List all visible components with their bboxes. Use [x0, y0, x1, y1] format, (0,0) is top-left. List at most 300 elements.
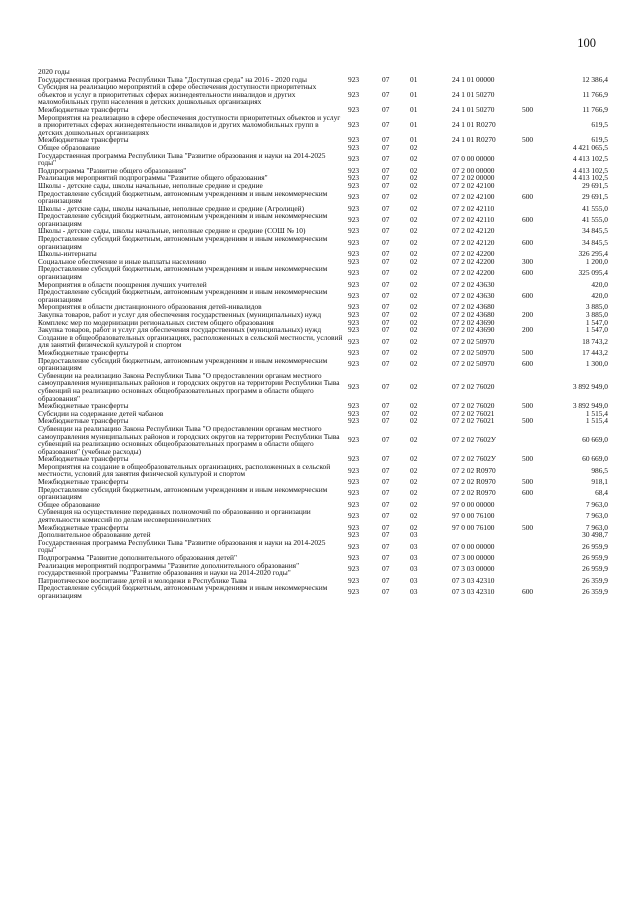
expense-type-code: 500: [522, 477, 534, 487]
subsection-code: 02: [410, 310, 418, 319]
row-name: Закупка товаров, работ и услуг для обеспечения государственных (муниципальных) нужд: [38, 310, 322, 319]
amount-value: 3 885,0: [585, 302, 608, 312]
row-name: Государственная программа Республики Тыва "Развитие образования и науки на 2014-2025 годы": [38, 537, 326, 555]
ministry-code: 923: [348, 587, 360, 597]
row-name: Межбюджетные трансферты: [38, 454, 129, 464]
row-name: Предоставление субсидий бюджетным, автономным учреждениям и иным некоммерческим организациям: [38, 234, 328, 251]
ministry-code: 923: [348, 575, 360, 585]
row-name: Общее образование: [38, 142, 101, 152]
target-article-code: 07 2 02 42110: [452, 203, 495, 213]
amount-value: 60 669,0: [582, 435, 608, 445]
ministry-code: 923: [348, 291, 360, 301]
subsection-code: 02: [410, 154, 418, 164]
target-article-code: 07 2 02 7602У: [452, 454, 497, 464]
subsection-code: 02: [410, 488, 418, 498]
expense-type-code: 600: [522, 587, 534, 597]
subsection-code: 03: [410, 530, 418, 540]
section-code: 07: [382, 279, 390, 289]
section-code: 07: [382, 465, 390, 475]
row-name: Школы-интернаты: [38, 249, 97, 259]
target-article-code: 07 3 00 00000: [452, 553, 495, 562]
ministry-code: 923: [348, 279, 360, 289]
expense-type-code: 600: [522, 215, 534, 225]
target-article-code: 07 2 02 7602У: [452, 435, 497, 445]
subsection-code: 02: [410, 291, 418, 301]
subsection-code: 02: [410, 317, 418, 327]
target-article-code: 07 2 02 76021: [452, 416, 495, 426]
subsection-code: 01: [410, 104, 418, 114]
subsection-code: 02: [410, 180, 418, 190]
row-name: Субвенции на реализацию Закона Республики Тыва "О предоставлении органам местного самоуправления муниципальных районов и городских округов на территории Республики Тыва субвенций на реализацию основных общеобразовательных программ в области общего образования" (учебные расходы): [38, 423, 340, 456]
ministry-code: 923: [348, 192, 360, 202]
expense-type-code: 600: [522, 268, 534, 278]
subsection-code: 02: [410, 302, 418, 312]
row-name: Межбюджетные трансферты: [38, 401, 129, 411]
section-code: 07: [382, 237, 390, 247]
row-name: Предоставление субсидий бюджетным, автономным учреждениям и иным некоммерческим организациям: [38, 484, 328, 502]
section-code: 07: [382, 553, 390, 562]
section-code: 07: [382, 477, 390, 487]
table-row: [38, 212, 608, 227]
target-article-code: 07 2 02 76020: [452, 401, 495, 411]
target-article-code: 07 0 00 00000: [452, 541, 495, 551]
table-row: [38, 334, 608, 349]
subsection-code: 02: [410, 279, 418, 289]
subsection-code: 02: [410, 477, 418, 487]
section-code: 07: [382, 317, 390, 327]
section-code: 07: [382, 74, 390, 84]
subsection-code: 02: [410, 165, 418, 175]
subsection-code: 02: [410, 347, 418, 357]
section-code: 07: [382, 249, 390, 259]
section-code: 07: [382, 291, 390, 301]
ministry-code: 923: [348, 359, 360, 369]
target-article-code: 07 2 02 42200: [452, 249, 495, 259]
target-article-code: 07 2 02 76020: [452, 382, 495, 392]
row-name: Школы - детские сады, школы начальные, неполные средние и средние: [38, 180, 263, 190]
target-article-code: 07 2 02 43630: [452, 291, 495, 301]
section-code: 07: [382, 142, 390, 152]
row-name: Подпрограмма "Развитие дополнительного образования детей": [38, 553, 238, 562]
amount-value: 3 892 949,0: [572, 382, 608, 392]
ministry-code: 923: [348, 249, 360, 259]
row-name: Дополнительное образование детей: [38, 530, 151, 540]
ministry-code: 923: [348, 477, 360, 487]
ministry-code: 923: [348, 165, 360, 175]
ministry-code: 923: [348, 317, 360, 327]
ministry-code: 923: [348, 382, 360, 392]
row-name: Мероприятия в области дистанционного образования детей-инвалидов: [38, 302, 262, 312]
expense-type-code: 500: [522, 416, 534, 426]
subsection-code: 02: [410, 454, 418, 464]
amount-value: 4 413 102,5: [572, 173, 608, 183]
table-row: [38, 114, 608, 137]
amount-value: 1 547,0: [585, 325, 608, 335]
target-article-code: 07 2 02 42200: [452, 256, 495, 266]
table-row: [38, 190, 608, 205]
ministry-code: 923: [348, 135, 360, 145]
expense-type-code: 200: [522, 325, 534, 335]
subsection-code: 02: [410, 256, 418, 266]
subsection-code: 02: [410, 416, 418, 426]
section-code: 07: [382, 541, 390, 551]
amount-value: 68,4: [595, 488, 608, 498]
table-row: [38, 152, 608, 167]
target-article-code: 07 2 02 42120: [452, 237, 495, 247]
table-row: [38, 584, 608, 599]
section-code: 07: [382, 154, 390, 164]
section-code: 07: [382, 511, 390, 521]
amount-value: 11 766,9: [582, 89, 608, 99]
section-code: 07: [382, 347, 390, 357]
row-name: Межбюджетные трансферты: [38, 347, 129, 357]
row-name: Субвенция на осуществление переданных полномочий по образованию и организации деятельности комиссий по делам несовершеннолетних: [38, 507, 311, 525]
ministry-code: 923: [348, 310, 360, 319]
ministry-code: 923: [348, 237, 360, 247]
expense-type-code: 500: [522, 135, 534, 145]
amount-value: 619,5: [591, 120, 608, 130]
section-code: 07: [382, 173, 390, 183]
section-code: 07: [382, 564, 390, 574]
row-name: Предоставление субсидий бюджетным, автономным учреждениям и иным некоммерческим организациям: [38, 287, 328, 304]
section-code: 07: [382, 268, 390, 278]
row-name: Предоставление субсидий бюджетным, автономным учреждениям и иным некоммерческим организациям: [38, 211, 328, 228]
section-code: 07: [382, 310, 390, 319]
ministry-code: 923: [348, 215, 360, 225]
row-name: 2020 годы: [38, 67, 70, 76]
subsection-code: 02: [410, 142, 418, 152]
amount-value: 34 845,5: [582, 237, 608, 247]
row-name: Межбюджетные трансферты: [38, 522, 129, 532]
table-row: [38, 288, 608, 303]
amount-value: 4 413 102,5: [572, 165, 608, 175]
subsection-code: 01: [410, 120, 418, 130]
amount-value: 29 691,5: [582, 192, 608, 202]
target-article-code: 07 2 02 50970: [452, 347, 495, 357]
ministry-code: 923: [348, 416, 360, 426]
section-code: 07: [382, 302, 390, 312]
subsection-code: 02: [410, 336, 418, 346]
section-code: 07: [382, 192, 390, 202]
amount-value: 420,0: [591, 291, 608, 301]
amount-value: 7 963,0: [585, 522, 608, 532]
amount-value: 26 959,9: [582, 553, 608, 562]
ministry-code: 923: [348, 553, 360, 562]
target-article-code: 07 2 02 50970: [452, 359, 495, 369]
amount-value: 326 295,4: [578, 249, 608, 259]
section-code: 07: [382, 256, 390, 266]
subsection-code: 02: [410, 192, 418, 202]
amount-value: 3 892 949,0: [572, 401, 608, 411]
ministry-code: 923: [348, 325, 360, 335]
ministry-code: 923: [348, 104, 360, 114]
ministry-code: 923: [348, 142, 360, 152]
target-article-code: 07 2 02 42100: [452, 192, 495, 202]
expense-type-code: 500: [522, 522, 534, 532]
subsection-code: 03: [410, 541, 418, 551]
expense-type-code: 600: [522, 488, 534, 498]
ministry-code: 923: [348, 530, 360, 540]
table-row: [38, 136, 608, 144]
subsection-code: 03: [410, 564, 418, 574]
subsection-code: 02: [410, 511, 418, 521]
amount-value: 7 963,0: [585, 499, 608, 509]
expense-type-code: 500: [522, 401, 534, 411]
row-name: Патриотическое воспитание детей и молодежи в Республике Тыва: [38, 575, 247, 585]
expense-type-code: 600: [522, 192, 534, 202]
subsection-code: 02: [410, 249, 418, 259]
amount-value: 1 547,0: [585, 317, 608, 327]
section-code: 07: [382, 416, 390, 426]
amount-value: 619,5: [591, 135, 608, 145]
target-article-code: 07 2 02 R0970: [452, 465, 496, 475]
row-name: Реализация мероприятий подпрограммы "Развитие дополнительного образования" государственной программы "Развитие образования и науки на 2014-2020 годы": [38, 560, 300, 578]
section-code: 07: [382, 135, 390, 145]
section-code: 07: [382, 359, 390, 369]
section-code: 07: [382, 215, 390, 225]
table-row: [38, 265, 608, 280]
amount-value: 986,5: [591, 465, 608, 475]
page-number: 100: [577, 36, 596, 50]
subsection-code: 02: [410, 522, 418, 532]
amount-value: 1 515,4: [585, 416, 608, 426]
target-article-code: 07 2 02 42120: [452, 226, 495, 236]
section-code: 07: [382, 499, 390, 509]
table-row: [38, 486, 608, 501]
row-name: Мероприятия в области поощрения лучших учителей: [38, 279, 207, 289]
expense-type-code: 600: [522, 359, 534, 369]
ministry-code: 923: [348, 120, 360, 130]
subsection-code: 02: [410, 435, 418, 445]
amount-value: 26 359,9: [582, 575, 608, 585]
row-name: Предоставление субсидий бюджетным, автономным учреждениям и иным некоммерческим организациям: [38, 264, 328, 282]
subsection-code: 02: [410, 359, 418, 369]
row-name: Социальное обеспечение и иные выплаты населению: [38, 256, 207, 266]
section-code: 07: [382, 336, 390, 346]
target-article-code: 07 3 03 42310: [452, 587, 495, 597]
subsection-code: 02: [410, 237, 418, 247]
target-article-code: 07 2 02 R0970: [452, 477, 496, 487]
table-row: [38, 463, 608, 478]
row-name: Подпрограмма "Развитие общего образования": [38, 165, 187, 175]
ministry-code: 923: [348, 511, 360, 521]
subsection-code: 02: [410, 465, 418, 475]
amount-value: 325 095,4: [578, 268, 608, 278]
target-article-code: 24 1 01 R0270: [452, 120, 496, 130]
row-name: Школы - детские сады, школы начальные, неполные средние и средние (Агролицей): [38, 203, 305, 213]
row-name: Субвенции на реализацию Закона Республики Тыва "О предоставлении органам местного самоуправления муниципальных районов и городских округов на территории Республики Тыва субвенций на реализацию основных общеобразовательных программ в области общего образования": [38, 370, 340, 403]
table-row: [38, 83, 608, 106]
amount-value: 26 359,9: [582, 587, 608, 597]
amount-value: 26 959,9: [582, 564, 608, 574]
ministry-code: 923: [348, 268, 360, 278]
section-code: 07: [382, 203, 390, 213]
ministry-code: 923: [348, 499, 360, 509]
section-code: 07: [382, 522, 390, 532]
row-name: Закупка товаров, работ и услуг для обеспечения государственных (муниципальных) нужд: [38, 325, 322, 335]
section-code: 07: [382, 325, 390, 335]
row-name: Предоставление субсидий бюджетным, автономным учреждениям и иным некоммерческим организациям: [38, 188, 328, 206]
section-code: 07: [382, 180, 390, 190]
amount-value: 29 691,5: [582, 180, 608, 190]
amount-value: 7 963,0: [585, 511, 608, 521]
budget-table: [38, 68, 608, 600]
amount-value: 11 766,9: [582, 104, 608, 114]
expense-type-code: 500: [522, 347, 534, 357]
ministry-code: 923: [348, 173, 360, 183]
expense-type-code: 500: [522, 104, 534, 114]
section-code: 07: [382, 226, 390, 236]
target-article-code: 07 2 02 43690: [452, 325, 495, 335]
amount-value: 26 959,9: [582, 541, 608, 551]
ministry-code: 923: [348, 401, 360, 411]
subsection-code: 03: [410, 575, 418, 585]
amount-value: 60 669,0: [582, 454, 608, 464]
target-article-code: 07 2 02 42200: [452, 268, 495, 278]
row-name: Государственная программа Республики Тыва "Развитие образования и науки на 2014-2025 годы": [38, 150, 326, 168]
target-article-code: 24 1 01 00000: [452, 74, 495, 84]
subsection-code: 02: [410, 408, 418, 418]
row-name: Предоставление субсидий бюджетным, автономным учреждениям и иным некоммерческим организациям: [38, 355, 328, 373]
section-code: 07: [382, 120, 390, 130]
target-article-code: 07 2 02 42100: [452, 180, 495, 190]
amount-value: 41 555,0: [582, 215, 608, 225]
section-code: 07: [382, 530, 390, 540]
subsection-code: 02: [410, 173, 418, 183]
table-row: [38, 425, 608, 455]
row-name: Межбюджетные трансферты: [38, 477, 129, 487]
table-row: [38, 508, 608, 523]
target-article-code: 07 2 00 00000: [452, 165, 495, 175]
table-row: [38, 357, 608, 372]
row-name: Мероприятия на создание в общеобразовательных организациях, расположенных в сельской местности, условий для занятия физической культурой и спортом: [38, 461, 331, 479]
section-code: 07: [382, 575, 390, 585]
row-name: Общее образование: [38, 499, 101, 509]
row-name: Комплекс мер по модернизации региональных систем общего образования: [38, 317, 274, 327]
target-article-code: 07 0 00 00000: [452, 154, 495, 164]
table-row: [38, 372, 608, 402]
section-code: 07: [382, 408, 390, 418]
ministry-code: 923: [348, 465, 360, 475]
ministry-code: 923: [348, 154, 360, 164]
row-name: Реализация мероприятий подпрограммы "Развитие общего образования": [38, 173, 268, 183]
ministry-code: 923: [348, 180, 360, 190]
amount-value: 34 845,5: [582, 226, 608, 236]
section-code: 07: [382, 104, 390, 114]
target-article-code: 24 1 01 R0270: [452, 135, 496, 145]
subsection-code: 02: [410, 268, 418, 278]
ministry-code: 923: [348, 541, 360, 551]
target-article-code: 97 0 00 76100: [452, 511, 495, 521]
target-article-code: 07 2 02 43680: [452, 302, 495, 312]
target-article-code: 07 2 02 42110: [452, 215, 495, 225]
ministry-code: 923: [348, 226, 360, 236]
row-name: Государственная программа Республики Тыва "Доступная среда" на 2016 - 2020 годы: [38, 74, 307, 84]
ministry-code: 923: [348, 488, 360, 498]
amount-value: 18 743,2: [582, 336, 608, 346]
row-name: Мероприятия на реализацию в сфере обеспечения доступности приоритетных объектов и услуг в приоритетных сферах жизнедеятельности инвалидов и других маломобильных групп в детских дошкольных организациях: [38, 112, 341, 137]
amount-value: 4 421 065,5: [572, 142, 608, 152]
amount-value: 3 885,0: [585, 310, 608, 319]
ministry-code: 923: [348, 408, 360, 418]
section-code: 07: [382, 488, 390, 498]
subsection-code: 01: [410, 135, 418, 145]
ministry-code: 923: [348, 256, 360, 266]
row-name: Межбюджетные трансферты: [38, 135, 129, 145]
target-article-code: 07 2 02 00000: [452, 173, 495, 183]
expense-type-code: 200: [522, 310, 534, 319]
ministry-code: 923: [348, 454, 360, 464]
table-row: [38, 539, 608, 554]
subsection-code: 01: [410, 74, 418, 84]
ministry-code: 923: [348, 336, 360, 346]
amount-value: 30 498,7: [582, 530, 608, 540]
expense-type-code: 600: [522, 237, 534, 247]
ministry-code: 923: [348, 347, 360, 357]
subsection-code: 03: [410, 587, 418, 597]
target-article-code: 07 2 02 43630: [452, 279, 495, 289]
expense-type-code: 500: [522, 454, 534, 464]
section-code: 07: [382, 587, 390, 597]
target-article-code: 24 1 01 50270: [452, 89, 495, 99]
target-article-code: 24 1 01 50270: [452, 104, 495, 114]
target-article-code: 07 3 03 42310: [452, 575, 495, 585]
target-article-code: 97 0 00 76100: [452, 522, 495, 532]
target-article-code: 07 2 02 R0970: [452, 488, 496, 498]
amount-value: 1 300,0: [585, 359, 608, 369]
row-name: Субсидия на реализацию мероприятий в сфере обеспечения доступности приоритетных объектов и услуг в приоритетных сферах жизнедеятельности инвалидов и других маломобильных групп населения в детских дошкольных организациях: [38, 82, 317, 107]
subsection-code: 02: [410, 215, 418, 225]
ministry-code: 923: [348, 74, 360, 84]
ministry-code: 923: [348, 302, 360, 312]
subsection-code: 01: [410, 89, 418, 99]
amount-value: 41 555,0: [582, 203, 608, 213]
target-article-code: 97 0 00 00000: [452, 499, 495, 509]
subsection-code: 02: [410, 382, 418, 392]
row-name: Субсидии на содержание детей чабанов: [38, 408, 164, 418]
section-code: 07: [382, 435, 390, 445]
row-name: Создание в общеобразовательных организациях, расположенных в сельской местности, условий для занятий физической культурой и спортом: [38, 332, 343, 350]
section-code: 07: [382, 454, 390, 464]
target-article-code: 07 2 02 43690: [452, 317, 495, 327]
section-code: 07: [382, 401, 390, 411]
amount-value: 17 443,2: [582, 347, 608, 357]
subsection-code: 02: [410, 499, 418, 509]
row-name: Межбюджетные трансферты: [38, 104, 129, 114]
amount-value: 1 515,4: [585, 408, 608, 418]
table-row: [38, 562, 608, 577]
subsection-code: 02: [410, 203, 418, 213]
amount-value: 4 413 102,5: [572, 154, 608, 164]
target-article-code: 07 2 02 76021: [452, 408, 495, 418]
row-name: Школы - детские сады, школы начальные, неполные средние и средние (СОШ № 10): [38, 226, 306, 236]
subsection-code: 02: [410, 325, 418, 335]
section-code: 07: [382, 165, 390, 175]
row-name: Предоставление субсидий бюджетным, автономным учреждениям и иным некоммерческим организациям: [38, 583, 328, 600]
subsection-code: 02: [410, 401, 418, 411]
subsection-code: 03: [410, 553, 418, 562]
amount-value: 12 386,4: [582, 74, 608, 84]
expense-type-code: 600: [522, 291, 534, 301]
ministry-code: 923: [348, 564, 360, 574]
ministry-code: 923: [348, 522, 360, 532]
target-article-code: 07 3 03 00000: [452, 564, 495, 574]
row-name: Межбюджетные трансферты: [38, 416, 129, 426]
section-code: 07: [382, 382, 390, 392]
subsection-code: 02: [410, 226, 418, 236]
section-code: 07: [382, 89, 390, 99]
target-article-code: 07 2 02 50970: [452, 336, 495, 346]
